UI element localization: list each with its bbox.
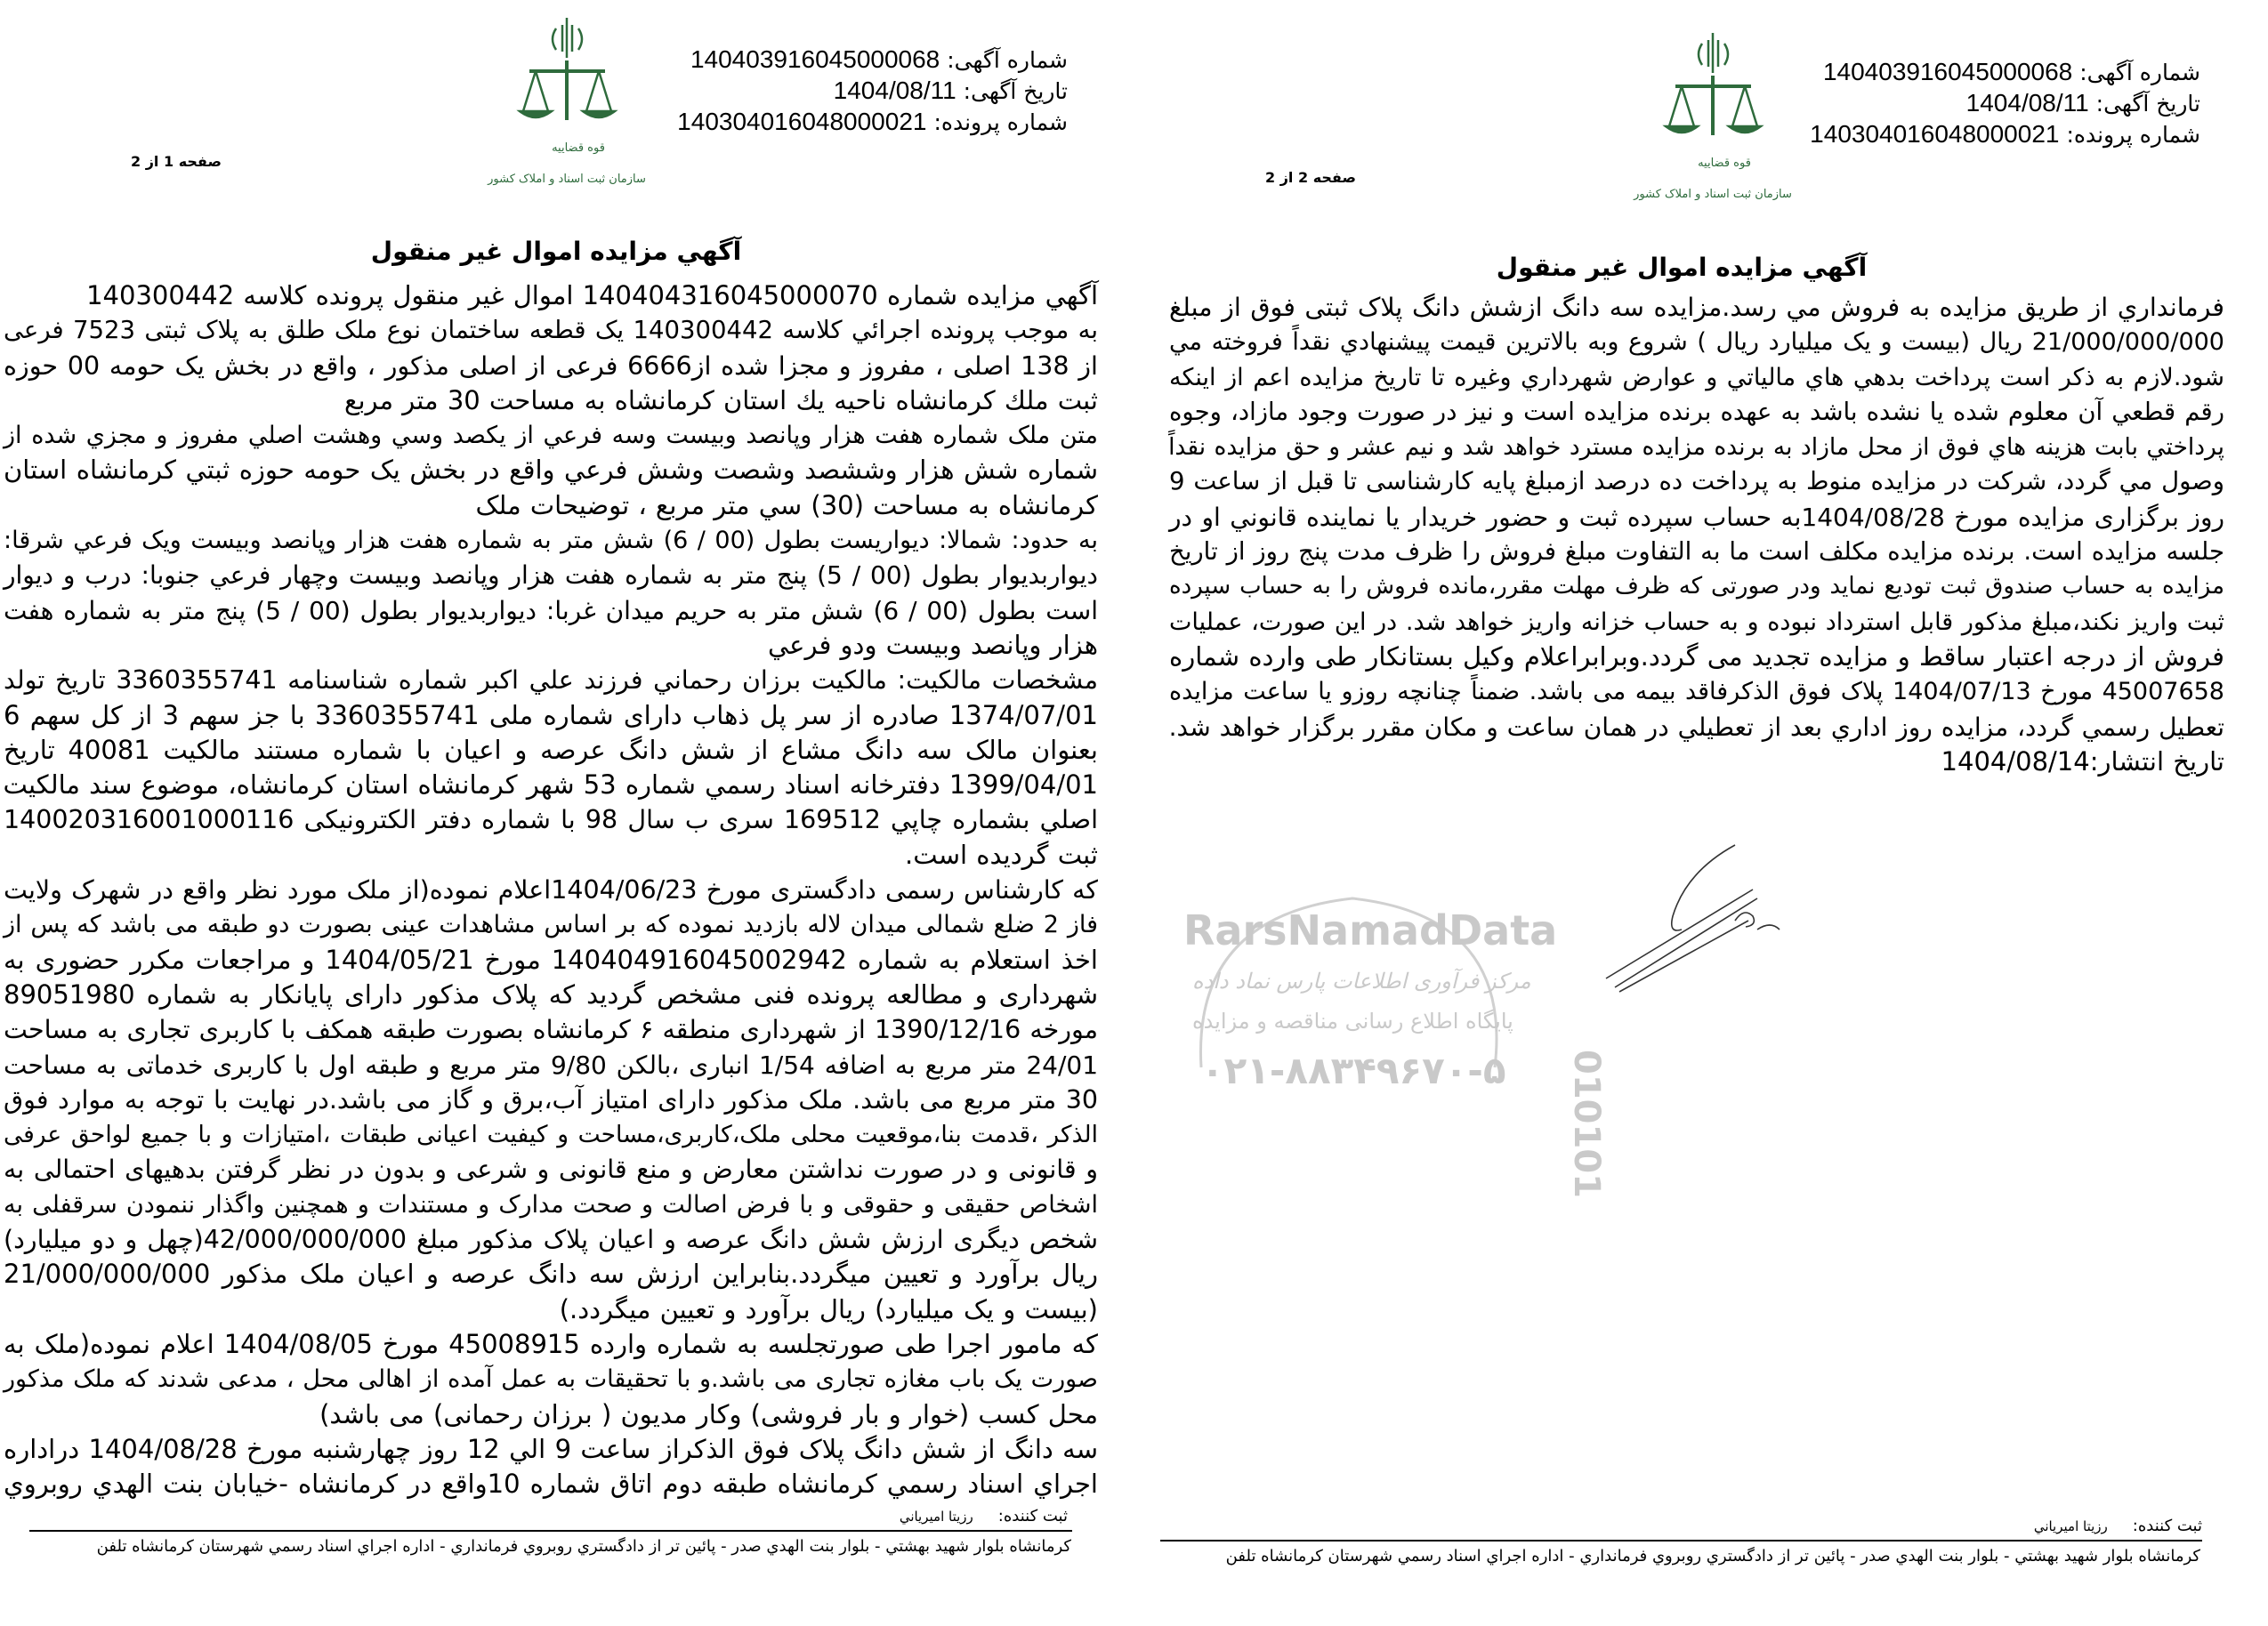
notice-date-label: تاریخ آگهی:: [963, 78, 1068, 104]
text-line: ديواربديوار بطول (00 / 5) پنج متر به شماره هفت هزار وپانصد وبيست وچهار فرعي جنوبا: درب و ديوار: [4, 560, 1099, 591]
text-line: مزايده به حساب صندوق ثبت توديع نمايد ودر صورتی كه ظرف مهلت مقرر،مانده فروش را به حساب سپرده: [1169, 573, 2224, 600]
case-number-row: [1810, 119, 2200, 150]
text-line: و قانونی و در صورت نداشتن معارض و منع قانونی و شرعی و بدون در نظر گرفتن بدهیهای احتمالی به: [4, 1155, 1098, 1185]
text-line: 30 متر مربع می باشد. ملک مذکور دارای امتیاز آب،برق و گاز می باشد.در نهایت با توجه به موارد فوق: [4, 1084, 1098, 1115]
logo-line-2: سازمان ثبت اسناد و املاک کشور: [1634, 188, 1792, 201]
text-line: اشخاص حقیقی و حقوقی و با فرض اصالت و صحت مدارک و مستندات و همچنین واگذار ننمودن سرقفلی به: [4, 1190, 1098, 1219]
text-line: رقم قطعي آن معلوم شده يا نشده باشد به عهده برنده مزايده است و نيز در صورت وجود مازاد، وجوه: [1169, 397, 2224, 426]
text-line: 1374/07/01 صادره از سر پل ذهاب دارای شماره ملی 3360355741 با جز سهم 3 از کل سهم 6: [4, 699, 1098, 730]
notice-number-label: شماره آگهی:: [947, 47, 1068, 73]
notice-date: 1404/08/11: [1965, 89, 2089, 117]
text-line: ثبت ملك كرمانشاه ناحيه يك استان كرمانشاه به مساحت 30 متر مربع: [344, 384, 1098, 415]
logo-line-1: قوه قضاییه: [1698, 157, 1751, 170]
text-line: تاريخ انتشار:1404/08/14: [1941, 745, 2224, 777]
registrar-label: ثبت کننده:: [2132, 1517, 2202, 1535]
notice-date: 1404/08/11: [833, 76, 956, 104]
footer-divider: [1160, 1540, 2202, 1541]
text-line: شماره شش هزار وششصد وشصت وشش فرعي واقع در بخش يک حومه حوزه ثبتي كرمانشاه استان: [4, 455, 1098, 486]
text-line: مشخصات مالكيت: مالكيت برزان رحماني فرزند علي اكبر شماره شناسنامه 3360355741 تاريخ تولد: [4, 665, 1098, 696]
text-line: فروش از درجه اعتبار ساقط و مزايده تجديد می گردد.وبرابراعلام وكيل بستانكار طی وارده شماره: [1169, 640, 2224, 672]
text-line: آگهي مزايده شماره 140404316045000070 اموال غير منقول پرونده كلاسه 140300442: [86, 280, 1098, 310]
notice-title: آگهي مزايده اموال غير منقول: [370, 237, 742, 266]
notice-body: [4, 278, 1098, 1501]
text-line: ثبت گرديده است.: [905, 839, 1098, 870]
notice-number: 140403916045000068: [1822, 58, 2073, 85]
text-line: فرمانداري از طريق مزايده به فروش مي رسد.مزايده سه دانگ ازشش دانگ پلاک ثبتی فوق از مبلغ: [1169, 293, 2224, 322]
office-address: كرمانشاه بلوار شهيد بهشتي - بلوار بنت الهدي صدر - پائين تر از دادگستري روبروي فرمانداري - اداره اجراي اسناد رسمي شهرستان كرمانشاه تلفن: [1225, 1547, 2200, 1566]
watermark-line1: مرکز فرآوری اطلاعات پارس نماد داده: [1192, 969, 1531, 994]
text-line: شخص دیگری ارزش شش دانگ عرصه و اعیان پلاک مذکور مبلغ 42/000/000/000(چهل و دو میلیارد): [4, 1225, 1098, 1255]
text-line: هزار وپانصد وبيست ودو فرعي: [767, 629, 1098, 660]
text-line: روز برگزاری مزايده مورخ 1404/08/28به حساب سپرده ثبت و حضور خريدار يا نماينده قانوني او در: [1169, 502, 2224, 532]
text-line: است بطول (00 / 6) شش متر به حريم ميدان غربا: ديواربديوار بطول (00 / 5) پنج متر به شماره هفت: [4, 595, 1099, 625]
text-line: جلسه مزايده است. برنده مزايده مكلف است ما به التفاوت مبلغ فروش را ظرف مدت پنج روز از تاريخ: [1169, 537, 2224, 567]
registrar-label: ثبت کننده:: [997, 1507, 1068, 1525]
text-line: 21/000/000/000 ريال (بیست و یک میلیارد ريال ) شروع وبه بالاترين قيمت پيشنهادي نقداً فروخته مي: [1169, 328, 2224, 357]
logo-line-1: قوه قضاییه: [552, 141, 605, 155]
text-line: 24/01 متر مربع به اضافه 1/54 انباری ،بالکن 9/80 متر مربع و طبقه اول با کاربری خدماتی به مساحت: [4, 1050, 1099, 1080]
logo-line-2: سازمان ثبت اسناد و املاک کشور: [488, 173, 646, 186]
case-number-label: شماره پرونده:: [2066, 122, 2200, 148]
text-line: محل کسب (خوار و بار فروشی) وکار مدیون ( برزان رحمانی) می باشد): [319, 1398, 1098, 1429]
text-line: ریال برآورد و تعیین میگردد.بنابراین ارزش سه دانگ عرصه و اعیان ملک مذکور 21/000/000/000: [4, 1259, 1098, 1290]
text-line: صورت یک باب مغازه تجاری می باشد.و با تحقیقات به عمل آمده از اهالی محل ، مدعی شدند که ملک مذکور: [4, 1365, 1098, 1394]
text-line: الذکر ،قدمت بنا،موقعیت محلی ملک،کاربری،مساحت و کیفیت اعیانی طبقات ،امتیازات و با جمیع لواحق عرفی: [4, 1121, 1098, 1149]
case-number-label: شماره پرونده:: [933, 109, 1068, 135]
text-line: وصول مي گردد، شركت در مزايده منوط به پرداخت ده درصد ازمبلغ پايه كارشناسی تا قبل از ساعت 9: [1169, 467, 2224, 496]
judiciary-emblem-logo: [1626, 24, 1800, 206]
text-line: متن ملک شماره هفت هزار وپانصد وبيست وسه فرعي از يكصد وسي وهشت اصلي مفروز و مجزي شده از: [4, 422, 1098, 450]
case-number: 140304016048000021: [1810, 120, 2060, 148]
text-line: بعنوان مالک سه دانگ مشاع از شش دانگ عرصه و اعیان با شماره مستند مالكيت 40081 تاريخ: [4, 734, 1098, 765]
case-number-row: [677, 107, 1068, 138]
watermark-phone: ۰۲۱-۸۸۳۴۹۶۷۰-۵: [1201, 1049, 1506, 1092]
text-line: که کارشناس رسمی دادگستری مورخ 1404/06/23اعلام نموده(از ملک مورد نظر واقع در شهرک ولایت: [4, 875, 1099, 906]
text-line: که مامور اجرا طی صورتجلسه به شماره وارده 45008915 مورخ 1404/08/05 اعلام نموده(ملک به: [4, 1328, 1098, 1359]
watermark-brand: RarsNamadData: [1183, 906, 1558, 954]
notice-number-row: [677, 44, 1068, 76]
text-line: شود.لازم به ذكر است پرداخت بدهي هاي مالياتي و عوارض شهرداري وغيره تا تاريخ مزايده اعم از اينكه: [1169, 363, 2224, 391]
text-line: از 138 اصلی ، مفروز و مجزا شده از6666 فرعی از اصلی مذکور ، واقع در بخش یک حومه 00 حوزه: [4, 350, 1098, 381]
text-line: اجراي اسناد رسمي كرمانشاه طبقه دوم اتاق شماره 10واقع در كرمانشاه -خيابان بنت الهدي روبروي: [4, 1469, 1098, 1500]
header-info: [677, 44, 1068, 138]
registrar-name: رزيتا اميرياني: [899, 1509, 973, 1525]
notice-number-label: شماره آگهی:: [2079, 60, 2200, 85]
text-line: شهرداری و مطالعه پرونده فنی مشخص گردید که پلاک مذکور دارای پایانکار به شماره 89051980: [4, 978, 1098, 1010]
text-line: پرداختي بابت هزينه هاي فوق از محل مازاد به برنده مزايده مسترد خواهد شد و نيم عشر و حق مزايده نقداً: [1168, 433, 2224, 462]
text-line: كرمانشاه به مساحت (30) سي متر مربع ، توضيحات ملک: [475, 489, 1098, 520]
text-line: سه دانگ از شش دانگ پلاک فوق الذكراز ساعت 9 الي 12 روز چهارشنبه مورخ 1404/08/28 دراداره: [4, 1433, 1099, 1464]
registrar: [900, 1507, 1068, 1526]
text-line: اصلي بشماره چاپي 169512 سری ب سال 98 با شماره دفتر الکترونیکی 140020316001000116: [4, 805, 1098, 835]
text-line: به حدود: شمالا: ديواريست بطول (00 / 6) شش متر به شماره هفت هزار وپانصد وبيست ويک فرعي شرقا:: [4, 527, 1099, 555]
registrar: [2034, 1517, 2202, 1536]
text-line: 1399/04/01 دفترخانه اسناد رسمي شماره 53 شهر كرمانشاه استان كرمانشاه، موضوع سند مالكيت: [3, 769, 1098, 801]
judiciary-emblem-logo: [480, 9, 654, 191]
text-line: 45007658 مورخ 1404/07/13 پلاک فوق الذكرفاقد بيمه می باشد. ضمناً چنانچه روزو يا ساعت مزايده: [1169, 678, 2224, 706]
notice-body: [1169, 290, 2224, 779]
text-line: تعطيل رسمي گردد، مزايده روز اداري بعد از تعطيلي در همان ساعت و مكان مقرر برگزار خواهد شد.: [1168, 712, 2224, 742]
notice-date-label: تاریخ آگهی:: [2095, 91, 2200, 117]
page-number: صفحه 1 از 2: [131, 153, 222, 170]
watermark-line2: پایگاه اطلاع رسانی مناقصه و مزایده: [1192, 1009, 1513, 1034]
page-number: صفحه 2 از 2: [1265, 169, 1356, 186]
signature: [1602, 836, 1806, 1001]
text-line: ثبت واريز نكند،مبلغ مذكور قابل استرداد نبوده و به حساب خزانه واريز خواهد شد. در اين صورت، عمليات: [1169, 608, 2224, 636]
registrar-name: رزيتا اميرياني: [2033, 1518, 2108, 1534]
text-line: فاز 2 ضلع شمالی میدان لاله بازدید نموده که بر اساس مشاهدات عینی بصورت دو طبقه می باشد که پس از: [4, 911, 1098, 939]
watermark-digits: 010101: [1566, 1050, 1607, 1198]
office-address: كرمانشاه بلوار شهيد بهشتي - بلوار بنت الهدي صدر - پائين تر از دادگستري روبروي فرمانداري - اداره اجراي اسناد رسمي شهرستان كرمانشاه تلفن: [96, 1537, 1071, 1556]
notice-date-row: [1810, 88, 2200, 119]
notice-number: 140403916045000068: [690, 45, 940, 73]
header-info: [1810, 57, 2200, 150]
text-line: اخذ استعلام به شماره 140404916045002942 مورخ 1404/05/21 و مراجعات مکرر حضوری به: [4, 944, 1098, 975]
case-number: 140304016048000021: [677, 108, 927, 135]
text-line: (بیست و یک میلیارد) ریال برآورد و تعیین میگردد.): [559, 1293, 1098, 1324]
notice-title: آگهي مزايده اموال غير منقول: [1496, 253, 1868, 282]
notice-number-row: [1810, 57, 2200, 88]
text-line: به موجب پرونده اجرائي كلاسه 140300442 یک قطعه ساختمان نوع ملک طلق به پلاک ثبتی 7523 فرعی: [4, 316, 1098, 345]
notice-date-row: [677, 76, 1068, 107]
footer-divider: [29, 1530, 1072, 1532]
text-line: مورخه 1390/12/16 از شهرداری منطقه ۶ کرمانشاه بصورت طبقه همکف با کاربری تجاری به مساحت: [4, 1015, 1098, 1045]
